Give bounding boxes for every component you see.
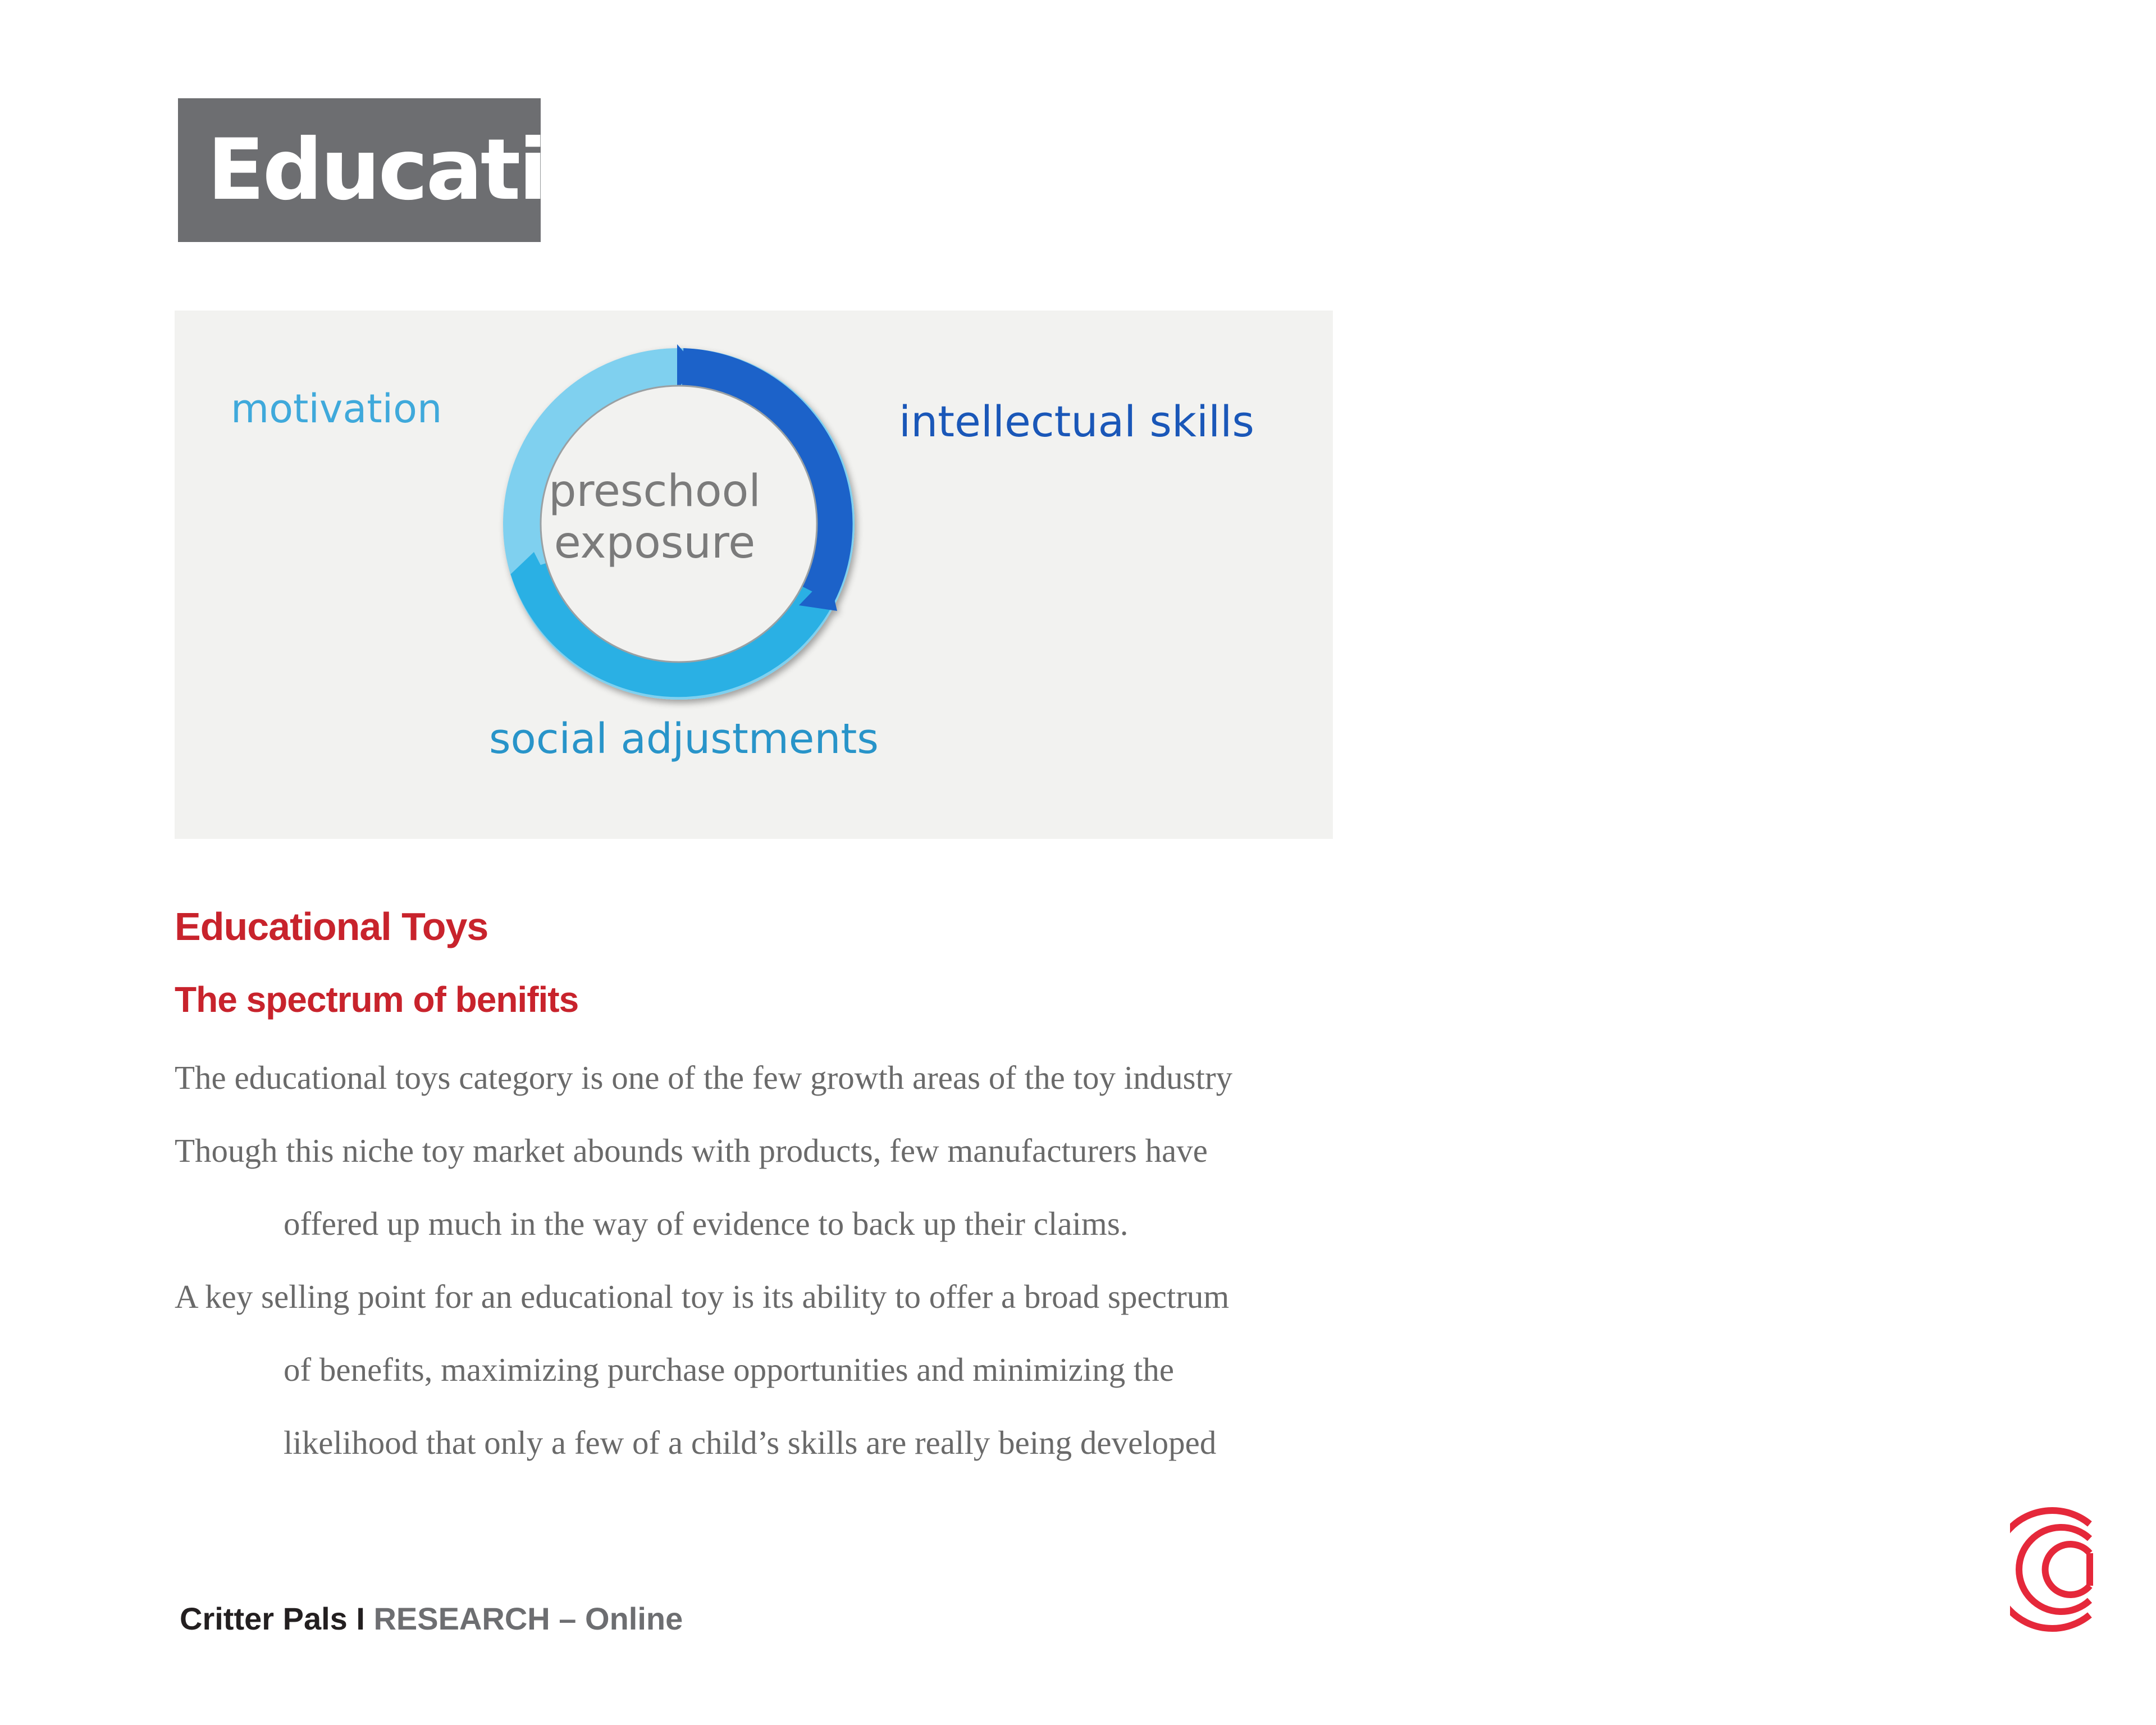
footer-separator: I <box>356 1601 365 1636</box>
page-title: Education <box>207 121 659 219</box>
footer <box>180 1603 683 1635</box>
body-line: likelihood that only a few of a child’s skills are really being developed <box>284 1424 1217 1461</box>
label-motivation: motivation <box>231 386 442 432</box>
body-line: of benefits, maximizing purchase opportunities and minimizing the <box>284 1351 1175 1388</box>
preschool-exposure-diagram <box>175 311 1333 839</box>
label-center-line2: exposure <box>554 518 756 568</box>
critter-pals-logo-icon <box>2010 1505 2094 1634</box>
body-line: Though this niche toy market abounds with products, few manufacturers have <box>175 1132 1208 1169</box>
footer-section: RESEARCH – Online <box>373 1601 683 1636</box>
label-intellectual-skills: intellectual skills <box>899 396 1254 446</box>
body-line: offered up much in the way of evidence to back up their claims. <box>284 1205 1129 1242</box>
page-title-box <box>178 98 659 242</box>
label-social-adjustments: social adjustments <box>489 715 879 763</box>
footer-brand: Critter Pals <box>180 1601 348 1636</box>
section-subheading: The spectrum of benifits <box>175 979 579 1020</box>
body-line: A key selling point for an educational toy is its ability to offer a broad spectrum <box>175 1278 1230 1315</box>
label-center-line1: preschool <box>549 466 761 517</box>
body-line: The educational toys category is one of the few growth areas of the toy industry <box>175 1059 1233 1096</box>
section-heading: Educational Toys <box>175 905 488 948</box>
